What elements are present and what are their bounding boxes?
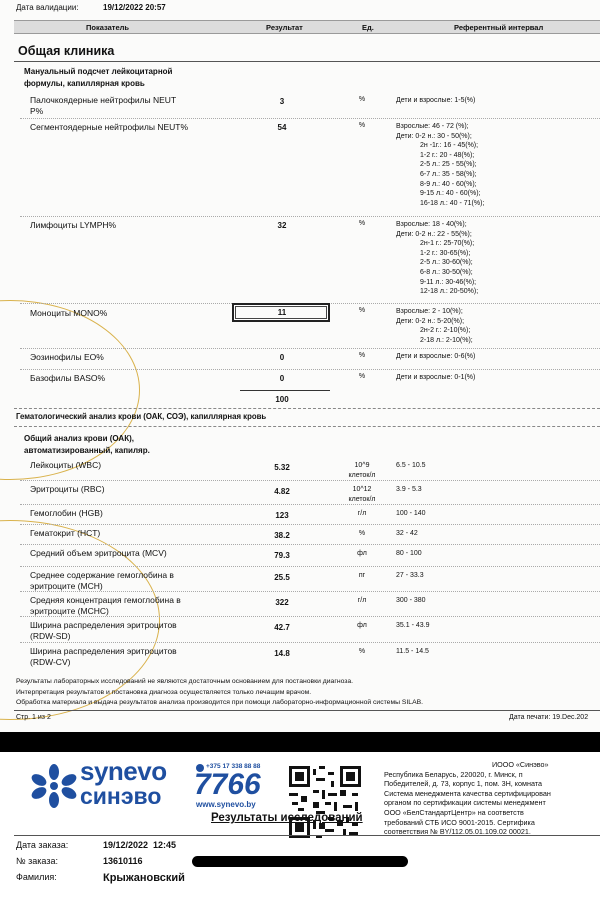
note-line: Интерпретация результатов и постановка диагноза осуществляется только лечащим врачом. xyxy=(16,688,312,696)
unit-line: пг xyxy=(358,572,366,579)
validation-date-label: Дата валидации: xyxy=(16,3,79,12)
row-name xyxy=(30,595,181,617)
ref-line: 9-11 л.: 30-46(%); xyxy=(420,278,477,286)
row-name-line: Гематокрит (HCT) xyxy=(30,528,101,538)
row-name xyxy=(30,484,105,495)
unit xyxy=(342,485,382,504)
reference-interval: 6.5 - 10.5 xyxy=(396,462,426,469)
unit-line: % xyxy=(358,530,366,537)
page-gap xyxy=(0,732,600,752)
result-value: 14.8 xyxy=(274,649,290,658)
page-number: Стр. 1 из 2 xyxy=(16,714,51,721)
section-divider xyxy=(14,408,600,409)
ref-line: Дети: 0-2 н.: 30 - 50(%); xyxy=(396,132,472,140)
unit: % xyxy=(358,307,366,314)
ref-line: 2н -1г.: 16 - 45(%); xyxy=(420,142,479,150)
reference-interval: 80 - 100 xyxy=(396,550,422,557)
row-name-line: Эритроциты (RBC) xyxy=(30,484,105,494)
notes xyxy=(16,677,423,709)
result-value: 54 xyxy=(277,123,287,132)
redaction-bar xyxy=(192,856,408,867)
row-divider xyxy=(20,544,600,545)
reference-interval: 35.1 - 43.9 xyxy=(396,622,430,629)
company-line: ООО «БелСтандартЦентр» на соответств xyxy=(384,807,524,817)
unit xyxy=(342,621,382,631)
result-value: 322 xyxy=(275,598,289,607)
result-value: 79.3 xyxy=(274,551,290,560)
unit xyxy=(342,461,382,480)
reference-interval: 3.9 - 5.3 xyxy=(396,486,422,493)
company-line: Республика Беларусь, 220020, г. Минск, п xyxy=(384,769,523,779)
unit-line: г/л xyxy=(357,597,367,604)
unit xyxy=(342,549,382,559)
ref-line: 1-2 г.: 20 - 48(%); xyxy=(420,151,475,159)
order-date-label: Дата заказа: xyxy=(16,840,69,850)
result-value: 0 xyxy=(279,374,285,383)
unit: % xyxy=(358,96,366,103)
ref-line: Взрослые: 18 - 40(%); xyxy=(396,221,467,228)
phone-short: 7766 xyxy=(194,768,261,801)
unit xyxy=(342,647,382,657)
reference-interval xyxy=(396,122,484,208)
divider xyxy=(14,835,600,836)
ref-line: 1-2 г.: 30-65(%); xyxy=(420,249,471,257)
ref-line: Дети: 0-2 н.: 5-20(%); xyxy=(396,317,465,325)
result-value: 123 xyxy=(275,511,289,520)
row-divider xyxy=(20,369,600,370)
row-name: Сегментоядерные нейтрофилы NEUT% xyxy=(30,122,189,132)
print-date: Дата печати: 19.Dec.202 xyxy=(509,714,589,721)
row-name xyxy=(30,646,177,668)
unit xyxy=(342,529,382,539)
row-divider xyxy=(20,480,600,481)
website: www.synevo.by xyxy=(196,800,256,809)
phone-small: +375 17 338 88 88 xyxy=(206,763,261,770)
result-value: 11 xyxy=(277,308,287,317)
result-value: 5.32 xyxy=(274,463,290,472)
row-name-line: Ширина распределения эритроцитов xyxy=(30,620,177,630)
ref-line: 6-7 л.: 35 - 58(%); xyxy=(420,170,477,178)
result-value: 32 xyxy=(277,221,287,230)
result-value: 0 xyxy=(279,353,285,362)
row-name xyxy=(30,95,176,117)
row-name: Лимфоциты LYMPH% xyxy=(30,220,117,230)
company-line: Система менеджмента качества сертифицирован xyxy=(384,788,551,798)
section-divider xyxy=(14,426,600,427)
block-title: автоматизированный, капиляр. xyxy=(24,446,150,455)
unit xyxy=(342,596,382,606)
unit-line: фл xyxy=(357,550,367,557)
ref-line: Взрослые: 2 - 10(%); xyxy=(396,308,463,315)
row-divider xyxy=(20,504,600,505)
reference-interval xyxy=(396,307,473,345)
row-divider xyxy=(20,642,600,643)
row-name xyxy=(30,548,167,559)
unit-line: клеток/л xyxy=(348,495,376,503)
row-name-line: (RDW-CV) xyxy=(30,657,71,667)
row-name-line: Средний объем эритроцита (MCV) xyxy=(30,548,167,558)
reference-interval: 32 - 42 xyxy=(396,530,418,537)
row-name-line: эритроците (MCHC) xyxy=(30,606,109,616)
total-value: 100 xyxy=(275,395,289,404)
column-unit: Ед. xyxy=(362,23,374,32)
surname-label: Фамилия: xyxy=(16,872,57,882)
reference-interval: 300 - 380 xyxy=(396,597,426,604)
unit xyxy=(342,509,382,519)
row-name xyxy=(30,528,100,539)
second-page-header xyxy=(0,752,600,906)
ref-line: 12-18 л.: 20-50%); xyxy=(420,288,479,296)
reference-interval: Дети и взрослые: 0-1(%) xyxy=(396,374,476,381)
ref-line: Взрослые: 46 - 72 (%); xyxy=(396,123,469,130)
order-number-value: 13610116 xyxy=(103,856,143,866)
result-value: 3 xyxy=(279,97,285,106)
total-divider xyxy=(240,390,330,391)
ref-line: 2н-2 г.: 2-10(%); xyxy=(420,327,471,335)
company-line: требований СТБ ИСО 9001-2015. Сертифика xyxy=(384,817,535,827)
qr-code xyxy=(289,766,361,838)
row-divider xyxy=(20,348,600,349)
logo-text: synevo xyxy=(80,756,167,786)
note-line: Обработка материала и выдача результатов анализа производится при помощи лабораторно-информационной системы SILAB. xyxy=(16,699,424,706)
reference-interval xyxy=(396,220,478,297)
row-name-line: Лейкоциты (WBC) xyxy=(30,460,102,470)
company-line: органом по сертификации системы менеджмент xyxy=(384,798,546,808)
ref-line: 9-15 л.: 40 - 60(%); xyxy=(420,190,481,198)
company-line: соответствия № BY/112.05.01.109.02 00021. xyxy=(384,827,531,837)
divider xyxy=(14,710,600,711)
order-date-value: 19/12/2022 12:45 xyxy=(103,840,177,850)
column-reference: Референтный интервал xyxy=(454,23,544,32)
unit xyxy=(342,571,382,581)
row-divider xyxy=(20,591,600,592)
row-divider xyxy=(20,566,600,567)
unit-line: г/л xyxy=(357,510,367,517)
unit-line: клеток/л xyxy=(348,471,376,479)
result-value: 25.5 xyxy=(274,573,290,582)
ref-line: 2-5 л.: 30-60(%); xyxy=(420,259,473,267)
column-indicator: Показатель xyxy=(86,23,130,32)
unit-line: фл xyxy=(357,622,367,629)
result-value: 42.7 xyxy=(274,623,290,632)
row-name: Базофилы BASO% xyxy=(30,373,106,383)
row-name-line: Ширина распределения эритроцитов xyxy=(30,646,177,656)
reference-interval: 27 - 33.3 xyxy=(396,572,424,579)
row-divider xyxy=(20,616,600,617)
hematology-section-title: Гематологический анализ крови (ОАК, СОЭ), капиллярная кровь xyxy=(16,412,267,421)
results-title: Результаты исследований xyxy=(211,812,363,824)
ref-line: 8-9 л.: 40 - 60(%); xyxy=(420,180,477,188)
reference-interval: Дети и взрослые: 0-6(%) xyxy=(396,353,476,360)
ref-line: 2н-1 г.: 25-70(%); xyxy=(420,240,475,248)
row-name-line: (RDW-SD) xyxy=(30,631,71,641)
row-name xyxy=(30,508,103,519)
ref-line: 2-5 л.: 25 - 55(%); xyxy=(420,161,477,169)
unit: % xyxy=(358,220,366,227)
reference-interval: 11.5 - 14.5 xyxy=(396,648,429,655)
unit-line: 10^9 xyxy=(354,462,370,469)
unit: % xyxy=(358,122,366,129)
order-number-label: № заказа: xyxy=(16,856,58,866)
row-name xyxy=(30,570,174,592)
validation-date-value: 19/12/2022 20:57 xyxy=(103,3,166,12)
row-name-line: Среднее содержание гемоглобина в xyxy=(30,570,174,580)
synevo-flower-icon xyxy=(30,764,78,808)
row-name-line: Палочкоядерные нейтрофилы NEUT xyxy=(30,95,177,105)
unit-line: % xyxy=(358,648,366,655)
unit-line: 10^12 xyxy=(352,486,372,493)
block-title: формулы, капиллярная кровь xyxy=(24,79,145,88)
ref-line: 6-8 л.: 30-50(%); xyxy=(420,268,473,276)
result-value: 4.82 xyxy=(274,487,290,496)
reference-interval: 100 - 140 xyxy=(396,510,426,517)
row-name: Моноциты MONO% xyxy=(30,308,108,318)
unit: % xyxy=(358,352,366,359)
row-name-line: Средняя концентрация гемоглобина в xyxy=(30,595,181,605)
row-name-line: эритроците (MCH) xyxy=(30,581,103,591)
reference-interval: Дети и взрослые: 1-5(%) xyxy=(396,97,476,104)
block-title: Мануальный подсчет лейкоцитарной xyxy=(24,67,173,76)
company-line: ИООО «Синэво» xyxy=(492,760,549,769)
company-line: Победителей, д. 73, корпус 1, пом. 3Н, комната xyxy=(384,779,542,789)
logo-text: синэво xyxy=(80,783,162,809)
block-title: Общий анализ крови (ОАК), xyxy=(24,434,134,443)
row-name xyxy=(30,460,101,471)
row-name: Эозинофилы EO% xyxy=(30,352,104,362)
row-divider xyxy=(20,524,600,525)
column-result: Результат xyxy=(266,23,303,32)
row-divider xyxy=(20,118,600,119)
row-divider xyxy=(20,216,600,217)
ref-line: 2-18 л.: 2-10(%); xyxy=(420,336,473,344)
surname-value: Крыжановский xyxy=(103,872,185,884)
result-value: 38.2 xyxy=(274,531,290,540)
ref-line: 16-18 л.: 40 - 71(%); xyxy=(420,199,485,207)
row-name-line: Гемоглобин (HGB) xyxy=(30,508,103,518)
row-name-line: P% xyxy=(30,106,44,116)
note-line: Результаты лабораторных исследований не являются достаточным основанием для постановки диагноза. xyxy=(16,678,354,685)
row-name xyxy=(30,620,177,642)
divider xyxy=(14,61,600,62)
table-header xyxy=(14,20,600,34)
company-info xyxy=(384,760,600,837)
ref-line: Дети: 0-2 н.: 22 - 55(%); xyxy=(396,230,472,238)
section-title: Общая клиника xyxy=(18,44,115,58)
unit: % xyxy=(358,373,366,380)
